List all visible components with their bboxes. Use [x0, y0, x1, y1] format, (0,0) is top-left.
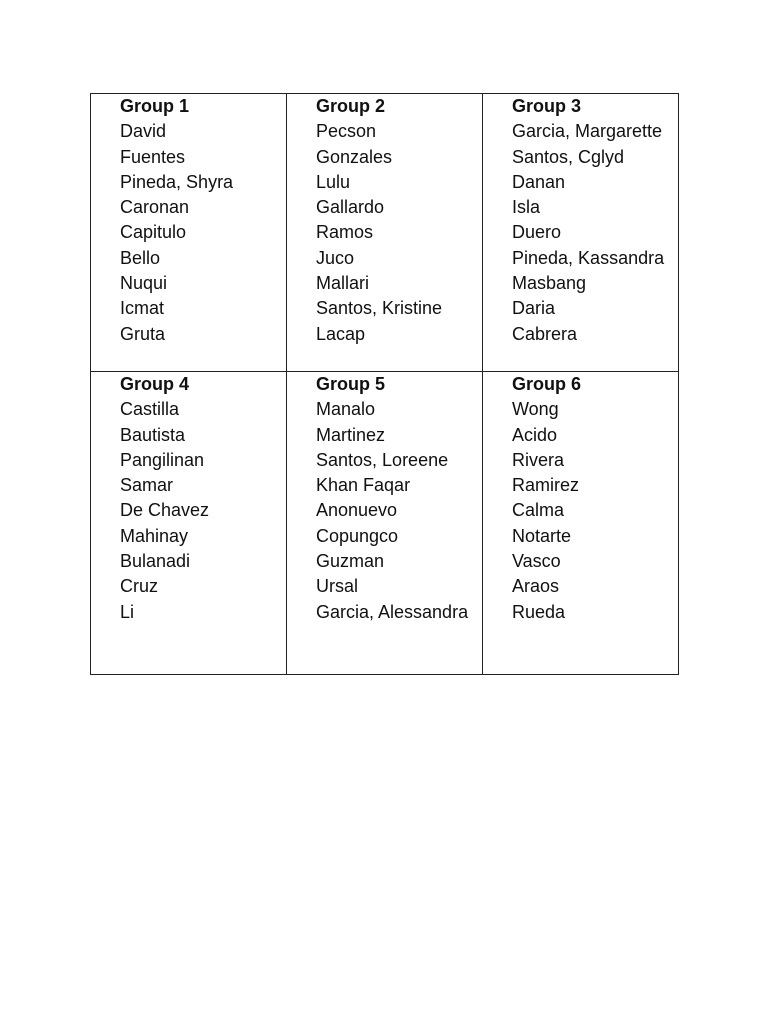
- group-member: Santos, Loreene: [316, 449, 449, 470]
- group-member: Icmat: [120, 298, 165, 319]
- group-member: Duero: [512, 222, 562, 243]
- group-member: Li: [120, 601, 135, 622]
- group-member: Pineda, Kassandra: [512, 247, 665, 268]
- group-cell: [91, 372, 287, 675]
- group-member: Masbang: [512, 273, 587, 294]
- group-member: Gonzales: [316, 146, 393, 167]
- group-member: Martinez: [316, 424, 386, 445]
- group-member: Vasco: [512, 551, 561, 572]
- group-member: Gruta: [120, 323, 166, 344]
- group-member: Notarte: [512, 525, 572, 546]
- group-cell: [287, 372, 483, 675]
- group-member: Pangilinan: [120, 449, 205, 470]
- group-member: Guzman: [316, 551, 385, 572]
- group-cell: [483, 372, 679, 675]
- group-member: Castilla: [120, 399, 180, 420]
- group-member: Caronan: [120, 197, 190, 218]
- group-member: Gallardo: [316, 197, 385, 218]
- group-member: Cruz: [120, 576, 159, 597]
- table-row: [91, 372, 679, 675]
- group-member: Khan Faqar: [316, 475, 411, 496]
- group-member: Garcia, Alessandra: [316, 601, 469, 622]
- group-member: Fuentes: [120, 146, 186, 167]
- group-member: Araos: [512, 576, 560, 597]
- group-cell: [91, 94, 287, 372]
- group-member: Anonuevo: [316, 500, 398, 521]
- group-member: Lacap: [316, 323, 366, 344]
- group-member: Isla: [512, 197, 541, 218]
- group-title: Group 1: [120, 96, 190, 116]
- group-member: Ursal: [316, 576, 359, 597]
- group-member: Calma: [512, 500, 565, 521]
- groups-table: [90, 93, 679, 675]
- group-member: Rueda: [512, 601, 566, 622]
- group-member: Garcia, Margarette: [512, 121, 663, 142]
- group-member: Samar: [120, 475, 174, 496]
- group-member: Juco: [316, 247, 355, 268]
- group-cell: [287, 94, 483, 372]
- group-member: Santos, Kristine: [316, 298, 443, 319]
- group-title: Group 4: [120, 374, 190, 394]
- group-member: Capitulo: [120, 222, 187, 243]
- group-cell: [483, 94, 679, 372]
- group-member: Pineda, Shyra: [120, 171, 234, 192]
- group-member: Mahinay: [120, 525, 189, 546]
- group-member: Wong: [512, 399, 559, 420]
- group-member: Acido: [512, 424, 558, 445]
- group-title: Group 2: [316, 96, 386, 116]
- group-member: Danan: [512, 171, 566, 192]
- group-member: Ramirez: [512, 475, 580, 496]
- group-member: Pecson: [316, 121, 377, 142]
- group-title: Group 6: [512, 374, 582, 394]
- group-member: Lulu: [316, 171, 351, 192]
- group-member: Mallari: [316, 273, 370, 294]
- group-member: Rivera: [512, 449, 565, 470]
- group-member: Bulanadi: [120, 551, 191, 572]
- group-member: David: [120, 121, 167, 142]
- group-member: Santos, Cglyd: [512, 146, 625, 167]
- group-title: Group 3: [512, 96, 582, 116]
- group-member: Bautista: [120, 424, 186, 445]
- group-title: Group 5: [316, 374, 386, 394]
- group-member: Manalo: [316, 399, 376, 420]
- group-member: De Chavez: [120, 500, 210, 521]
- group-member: Daria: [512, 298, 556, 319]
- table-row: [91, 94, 679, 372]
- group-member: Nuqui: [120, 273, 168, 294]
- group-member: Bello: [120, 247, 161, 268]
- group-member: Cabrera: [512, 323, 578, 344]
- group-member: Ramos: [316, 222, 374, 243]
- group-member: Copungco: [316, 525, 399, 546]
